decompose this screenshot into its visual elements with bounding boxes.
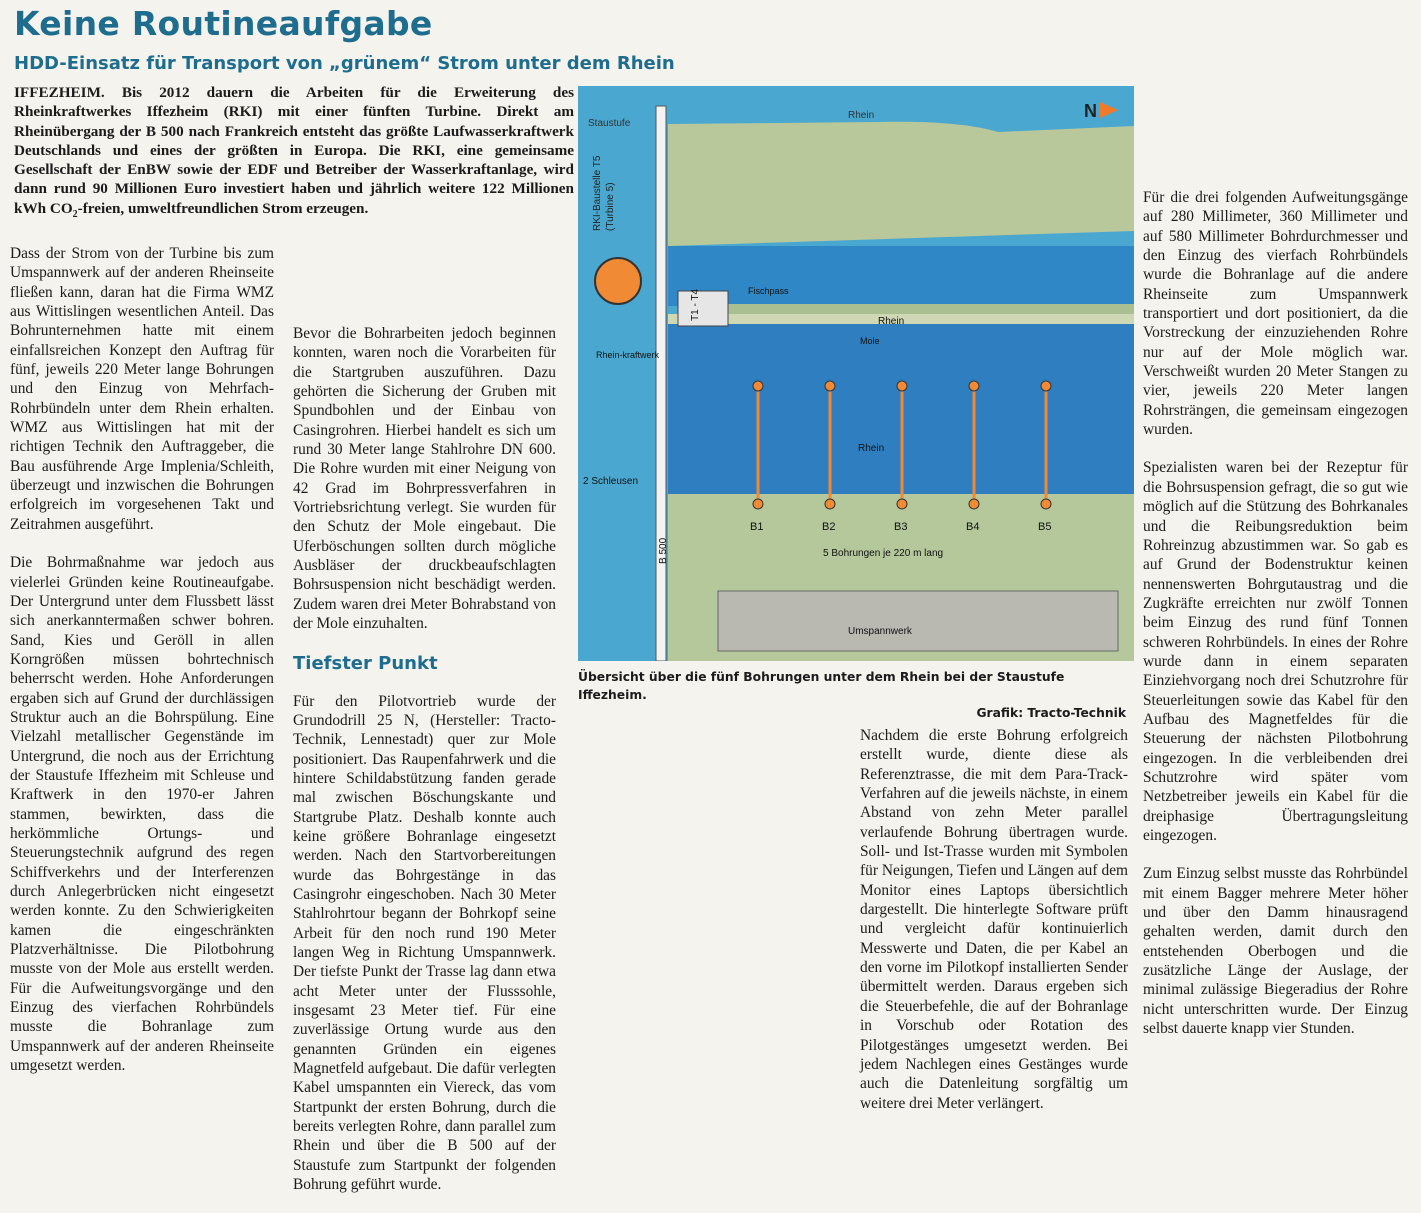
borehole-label: B3 (894, 521, 908, 533)
site-map (578, 86, 1134, 661)
borehole-label: B5 (1038, 521, 1052, 533)
label-fischpass: Fischpass (748, 286, 789, 296)
upper-bank (668, 122, 1134, 246)
site-overview-graphic (578, 86, 1134, 661)
borehole-point (969, 499, 979, 509)
borehole-point (825, 499, 835, 509)
mole (678, 304, 1134, 314)
rhein-upper (668, 246, 1134, 306)
column-1 (10, 244, 274, 1094)
lead-subscript: 2 (72, 208, 78, 220)
borehole-label: B2 (822, 521, 836, 533)
label-bohrungen: 5 Bohrungen je 220 m lang (823, 548, 944, 559)
label-rhein-top: Rhein (848, 110, 875, 121)
paragraph-3: Bevor die Bohrarbeiten jedoch beginnen konnten, waren noch die Vorarbeiten für die Startgruben auszuführen. Dazu gehörten die Sicherung der Gruben mit Spundbohlen und der Einbau von Casingrohren. Hierbei handelt es sich um rund 30 Meter lange Stahlrohre DN 600. Die Rohre wurden mit einer Neigung von 42 Grad im Bohrpressverfahren in Vortriebsrichtung verlegt. Sie wurden für den Schutz der Mole eingebaut. Die Uferböschungen sollten durch mögliche Ausbläser der druckbeaufschlagten Bohrsuspension nicht beschädigt werden. Zudem waren drei Meter Bohrabstand von der Mole einzuhalten. (293, 325, 556, 633)
lead-paragraph (14, 83, 574, 224)
turbine-site (595, 258, 641, 304)
borehole-point (969, 381, 979, 391)
caption-text: Übersicht über die fünf Bohrungen unter dem Rhein bei der Staustufe Iffezheim. (578, 670, 1065, 702)
borehole-point (753, 381, 763, 391)
t1-t4-building (678, 288, 728, 326)
north-label: N (1084, 101, 1097, 121)
lead-text: IFFEZHEIM. Bis 2012 dauern die Arbeiten für die Erweiterung des Rheinkraftwerkes Iffezheim (RKI) mit einer fünften Turbine. Direkt am Rheinübergang der B 500 nach Frankreich entsteht das größte Laufwasserkraftwerk Deutschlands und eines der größten in Europa. Die RKI, eine gemeinsame Gesellschaft der EnBW sowie der EDF und Betreiber der Wasserkraftanlage, wird dann rund 90 Millionen Euro investiert haben und jährlich weitere 122 Millionen kWh CO (14, 84, 574, 217)
borehole-point (1041, 381, 1051, 391)
lead-end: -freien, umweltfreundlichen Strom erzeugen. (77, 199, 369, 217)
umspannwerk-area (718, 591, 1118, 651)
label-baustelle: RKI-Baustelle T5 (592, 155, 603, 231)
label-turbine: (Turbine 5) (605, 182, 616, 231)
paragraph-1: Dass der Strom von der Turbine bis zum Umspannwerk auf der anderen Rheinseite fließen kann, daran hat die Firma WMZ aus Wittislingen wesentlichen Anteil. Das Bohrunternehmen hatte mit einem einfallsreichen Konzept den Auftrag für fünf, jeweils 220 Meter lange Bohrungen und den Einzug von Mehrfach-Rohrbündeln unter dem Rhein erhalten. WMZ aus Wittislingen hat mit der richtigen Technik den Auftraggeber, die Bau ausführende Arge Implenia/Schleith, überzeugt und inzwischen die Bohrungen erfolgreich im vorgesehenen Takt und Zeitrahmen ausgeführt. (10, 245, 274, 533)
paragraph-7: Spezialisten waren bei der Rezeptur für die Bohrsuspension gefragt, die so gut wie möglich auf die Stützung des Bohrkanales und die Reibungsreduktion beim Rohreinzug abzustimmen war. So gab es auf Grund der Bodenstruktur keinen nennenswerten Bohrgutaustrag und die Zugkräfte erreichten nur zwölf Tonnen beim Einzug des rund fünf Tonnen schweren Rohrbündels. In eines der Rohre wurde dann in einem separaten Einziehvorgang noch drei Schutzrohre für Steuerleitungen sowie das Kabel für den Aufbau des Magnetfeldes für die Steuerung der nächsten Pilotbohrung eingezogen. In die verbleibenden drei Schutzrohre wird später vom Netzbetreiber jeweils ein Kabel für die dreiphasige Übertragungsleitung eingezogen. (1143, 459, 1408, 844)
paragraph-5: Nachdem die erste Bohrung erfolgreich erstellt wurde, diente diese als Referenztrasse, die mit dem Para-Track-Verfahren auf die jeweils nächste, in einem Abstand von zehn Meter parallel verlaufende Bohrung übertragen wurde. Soll- und Ist-Trasse wurden mit Symbolen für Neigungen, Tiefen und Längen auf dem Monitor eines Laptops übersichtlich dargestellt. Die hinterlegte Software prüft und vergleicht dafür kontinuierlich Messwerte und Daten, die per Kabel an den vorne im Pilotkopf installierten Sender übermittelt werden. Daraus ergeben sich die Steuerbefehle, die auf der Bohranlage in Vorschub oder Rotation des Pilotgestänges umgesetzt werden. Bei jedem Nachlegen eines Gestänges wurde auch die Datenleitung sorgfältig um weitere drei Meter verlängert. (860, 727, 1128, 1112)
label-rhein-low: Rhein (858, 443, 885, 454)
figure-caption (578, 668, 1126, 722)
borehole-point (753, 499, 763, 509)
column-5 (1143, 84, 1408, 1057)
column-2 (293, 244, 556, 1213)
borehole-point (825, 381, 835, 391)
paragraph-6: Für die drei folgenden Aufweitungsgänge auf 280 Millimeter, 360 Millimeter und auf 580 Millimeter Bohrdurchmesser und den Einzug des vierfach Rohrbündels wurde die Bohranlage auf die andere Rheinseite zum Umspannwerk transportiert und dort positioniert, da die Vorstreckung der einzuziehenden Rohre nur auf der Mole möglich war. Verschweißt wurden 20 Meter Stangen zu vier, jeweils 220 Meter langen Rohrsträngen, die gemeinsam eingezogen wurden. (1143, 189, 1408, 439)
label-t1t4: T1 - T4 (690, 288, 701, 321)
b500-road (656, 106, 666, 661)
figure-credit: Grafik: Tracto-Technik (976, 706, 1126, 720)
borehole-point (897, 381, 907, 391)
label-umspannwerk: Umspannwerk (848, 626, 912, 637)
borehole-point (1041, 499, 1051, 509)
article-title: Keine Routineaufgabe (14, 4, 433, 43)
label-b500: B 500 (658, 537, 669, 564)
label-schleusen: 2 Schleusen (583, 476, 639, 487)
borehole-label: B1 (750, 521, 764, 533)
paragraph-2: Die Bohrmaßnahme war jedoch aus vielerlei Gründen keine Routineaufgabe. Der Untergrund unter dem Flussbett lässt sich anerkanntermaßen schwer bohren. Sand, Kies und Geröll in allen Korngrößen müssen bohrtechnisch beherrscht werden. Hohe Anforderungen ergaben sich auf Grund der durchlässigen Struktur auch an die Bohrspülung. Eine Vielzahl metallischer Gegenstände im Untergrund, die noch aus der Errichtung der Staustufe Iffezheim mit Schleuse und Kraftwerk in den 1970-er Jahren stammen, bewirkten, dass die herkömmliche Ortungs- und Steuerungstechnik aufgrund des regen Schiffverkehrs und der Interferenzen durch Anlegerbrücken nicht eingesetzt werden konnte. Zu den Schwierigkeiten kamen die eingeschränkten Platzverhältnisse. Die Pilotbohrung musste von der Mole aus erstellt werden. Für die Aufweitungsvorgänge und den Einzug des vierfachen Rohrbündels musste die Bohranlage zum Umspannwerk auf der anderen Rheinseite umgesetzt werden. (10, 554, 274, 1075)
label-kraftwerk: Rhein-kraftwerk (596, 350, 660, 360)
paragraph-8: Zum Einzug selbst musste das Rohrbündel mit einem Bagger mehrere Meter höher und über den Damm hinausragend gehalten werden, damit durch den entstehenden Oberbogen und die zusätzliche Länge der Auslage, der minimal zulässige Biegeradius der Rohre nicht unterschritten wurde. Der Einzug selbst dauerte knapp vier Stunden. (1143, 865, 1408, 1038)
label-mole: Mole (860, 336, 880, 346)
article-subtitle: HDD-Einsatz für Transport von „grünem“ Strom unter dem Rhein (14, 53, 675, 74)
column-4 (860, 726, 1128, 1132)
label-staustufe: Staustufe (588, 118, 631, 129)
section-heading: Tiefster Punkt (293, 652, 438, 674)
paragraph-4: Für den Pilotvortrieb wurde der Grundodrill 25 N, (Hersteller: Tracto-Technik, Lennestadt) quer zur Mole positioniert. Das Raupenfahrwerk und die hintere Schildabstützung fanden gerade mal zwischen Böschungskante und Startgrube Platz. Deshalb konnte auch keine größere Bohranlage eingesetzt werden. Nach den Startvorbereitungen wurde das Bohrgestänge in das Casingrohr eingeschoben. Nach 30 Meter Stahlrohrtour begann der Bohrkopf seine Arbeit für den noch rund 190 Meter langen Weg in Richtung Umspannwerk. Der tiefste Punkt der Trasse lag dann etwa acht Meter unter der Flusssohle, insgesamt 23 Meter tief. Für eine zuverlässige Ortung wurde aus den genannten Gründen ein eigenes Magnetfeld aufgebaut. Die dafür verlegten Kabel umspannten ein Viereck, das vom Startpunkt der ersten Bohrung, durch die bereits verlegten Rohre, dann parallel zum Rhein und über die B 500 auf der Staustufe zum Startpunkt der folgenden Bohrung geführt wurde. (293, 692, 556, 1194)
borehole-point (897, 499, 907, 509)
borehole-label: B4 (966, 521, 980, 533)
label-rhein-mid: Rhein (878, 316, 905, 327)
